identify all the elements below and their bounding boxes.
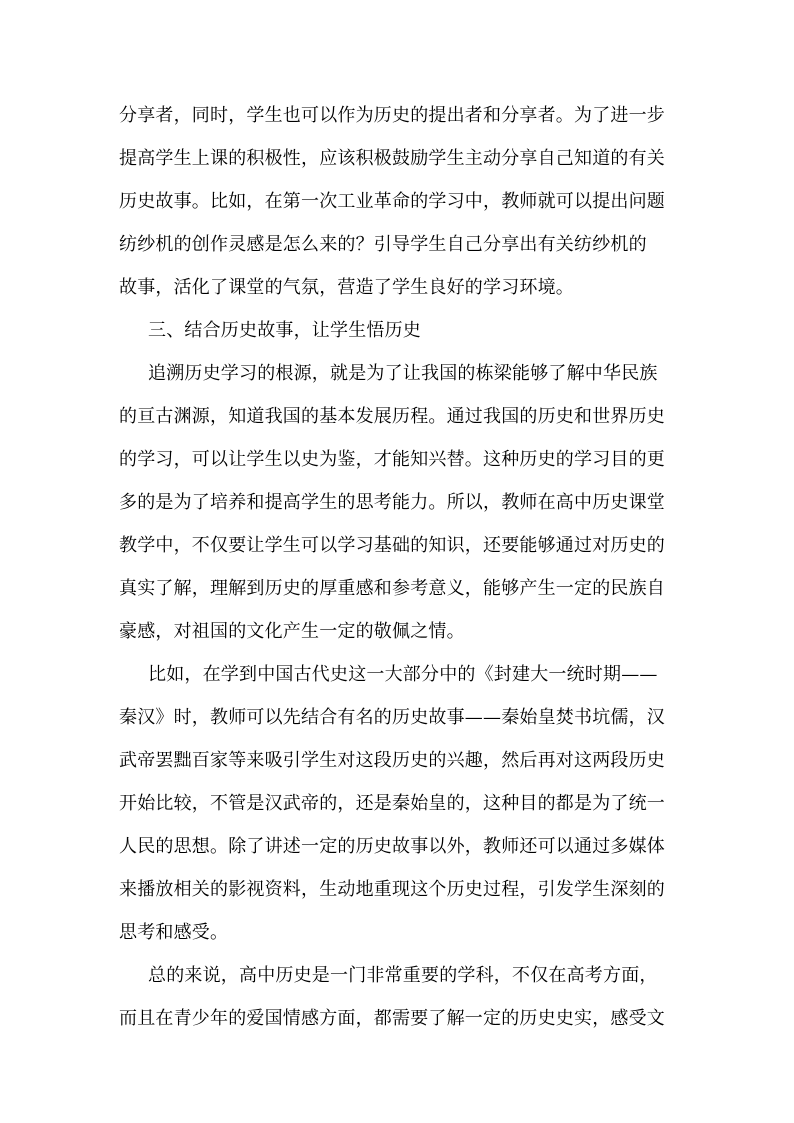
text-line: 豪感，对祖国的文化产生一定的敬佩之情。 (119, 621, 465, 642)
text-line: 历史故事。比如，在第一次工业革命的学习中，教师就可以提出问题 (119, 191, 665, 212)
text-line: 的亘古渊源，知道我国的基本发展历程。通过我国的历史和世界历史 (119, 406, 665, 427)
text-line: 思考和感受。 (119, 922, 229, 943)
text-line: 而且在青少年的爱国情感方面，都需要了解一定的历史史实，感受文 (119, 1008, 665, 1029)
text-line: 教学中，不仅要让学生可以学习基础的知识，还要能够通过对历史的 (119, 535, 665, 556)
text-line: 开始比较，不管是汉武帝的，还是秦始皇的，这种目的都是为了统一 (119, 793, 665, 814)
text-line: 的学习，可以让学生以史为鉴，才能知兴替。这种历史的学习目的更 (119, 449, 665, 470)
paragraph-start: 比如，在学到中国古代史这一大部分中的《封建大一统时期—— (148, 664, 658, 685)
section-heading: 三、结合历史故事，让学生悟历史 (148, 320, 421, 341)
text-line: 人民的思想。除了讲述一定的历史故事以外，教师还可以通过多媒体 (119, 836, 665, 857)
text-line: 多的是为了培养和提高学生的思考能力。所以，教师在高中历史课堂 (119, 492, 665, 513)
text-line: 武帝罢黜百家等来吸引学生对这段历史的兴趣，然后再对这两段历史 (119, 750, 665, 771)
paragraph-start: 追溯历史学习的根源，就是为了让我国的栋梁能够了解中华民族 (148, 363, 658, 384)
text-line: 分享者，同时，学生也可以作为历史的提出者和分享者。为了进一步 (119, 105, 665, 126)
text-line: 真实了解，理解到历史的厚重感和参考意义，能够产生一定的民族自 (119, 578, 665, 599)
text-line: 秦汉》时，教师可以先结合有名的历史故事——秦始皇焚书坑儒，汉 (119, 707, 665, 728)
text-line: 来播放相关的影视资料，生动地重现这个历史过程，引发学生深刻的 (119, 879, 665, 900)
paragraph-start: 总的来说，高中历史是一门非常重要的学科，不仅在高考方面， (148, 965, 658, 986)
text-line: 提高学生上课的积极性，应该积极鼓励学生主动分享自己知道的有关 (119, 148, 665, 169)
text-line: 故事，活化了课堂的气氛，营造了学生良好的学习环境。 (119, 277, 574, 298)
text-line: 纺纱机的创作灵感是怎么来的？引导学生自己分享出有关纺纱机的 (119, 234, 647, 255)
